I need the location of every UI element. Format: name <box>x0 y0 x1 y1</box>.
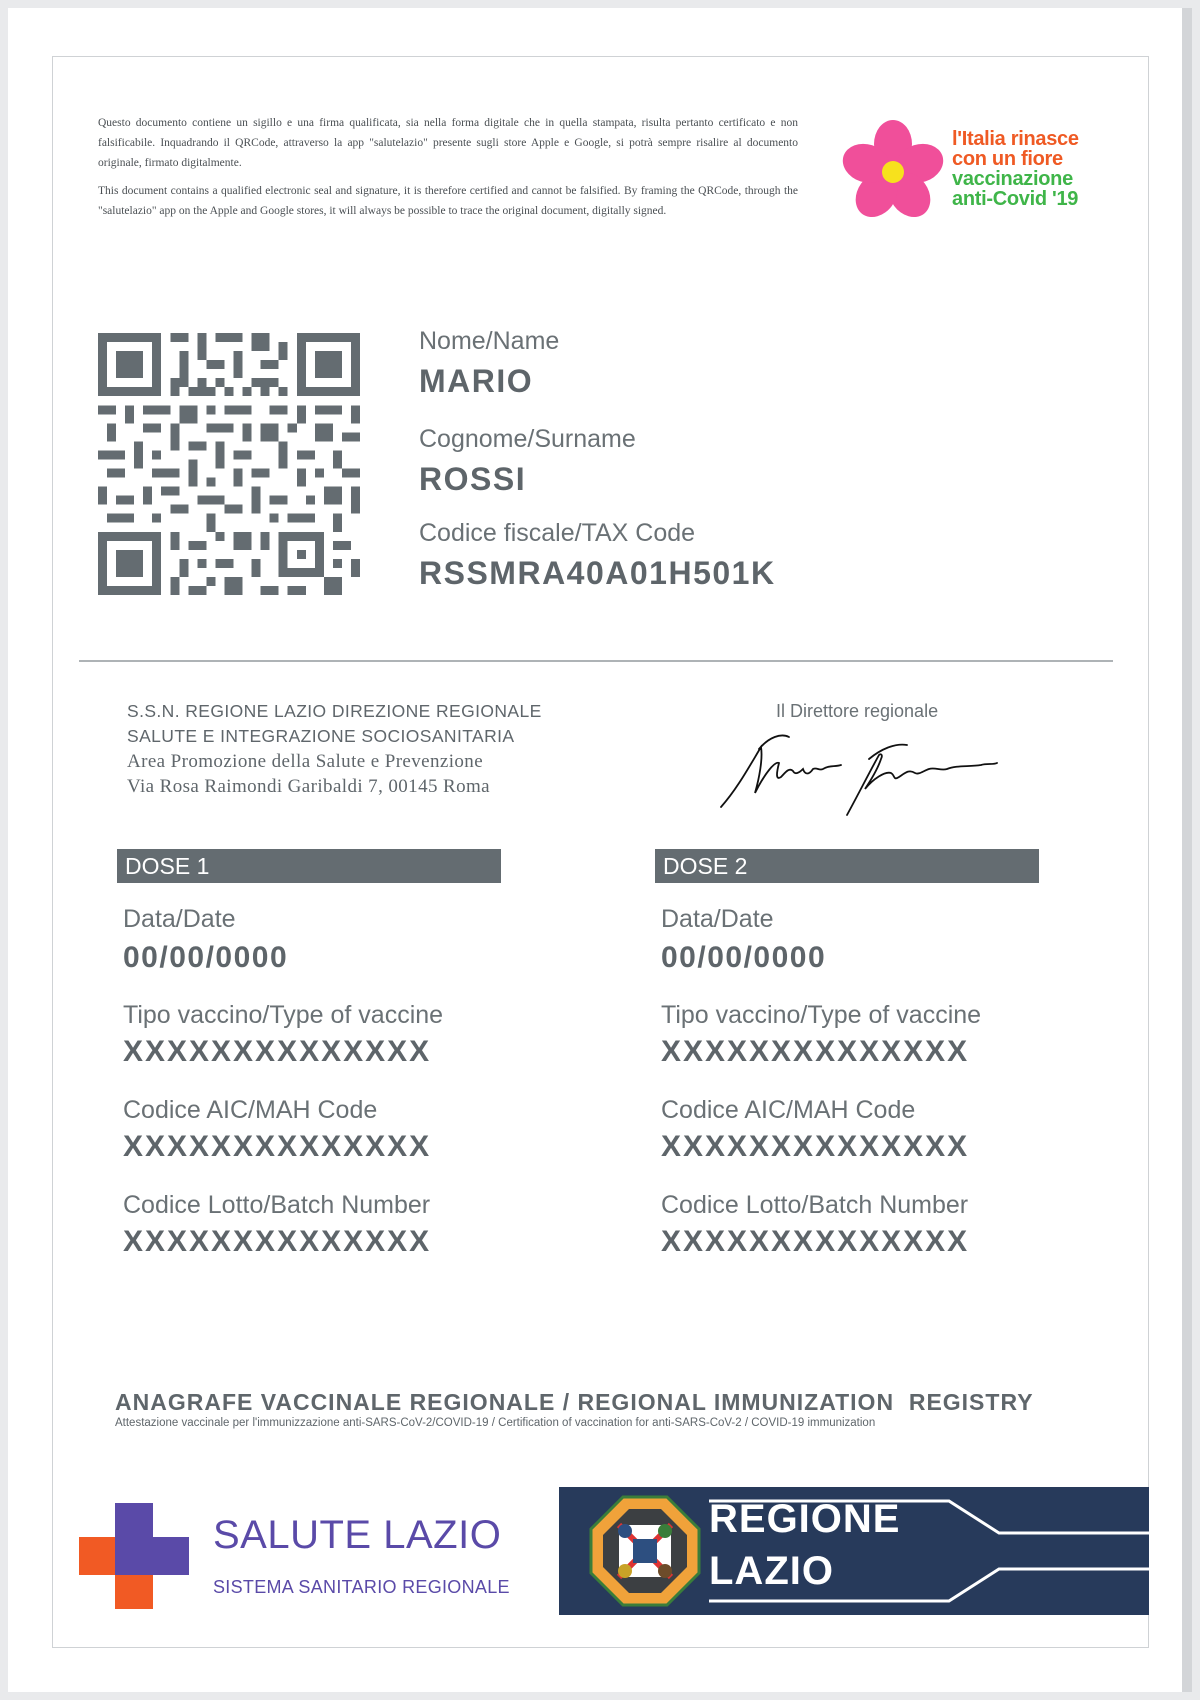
surname-label: Cognome/Surname <box>419 425 636 453</box>
regione-line-1: REGIONE <box>709 1497 901 1541</box>
dose-1-aic-value: XXXXXXXXXXXXXX <box>123 1130 432 1163</box>
qr-code-icon[interactable] <box>98 333 360 595</box>
dose-1-type-value: XXXXXXXXXXXXXX <box>123 1035 432 1068</box>
regione-line-2: LAZIO <box>709 1549 834 1593</box>
dose-2-date-label: Data/Date <box>661 905 774 933</box>
dose-2-header: DOSE 2 <box>655 849 1039 883</box>
campaign-line-1: l'Italia rinasce <box>952 128 1079 150</box>
issuer-line-4: Via Rosa Raimondi Garibaldi 7, 00145 Roma <box>127 776 491 797</box>
campaign-line-2: con un fiore <box>952 148 1063 170</box>
campaign-line-4: anti-Covid '19 <box>952 188 1079 210</box>
salute-lazio-subtitle: SISTEMA SANITARIO REGIONALE <box>213 1577 510 1597</box>
certificate-page <box>8 8 1192 1692</box>
certificate-sheet <box>52 56 1149 1648</box>
dose-1-type-label: Tipo vaccino/Type of vaccine <box>123 1001 444 1029</box>
dose-1-header: DOSE 1 <box>117 849 501 883</box>
issuer-block <box>127 699 542 799</box>
dose-2-batch-value: XXXXXXXXXXXXXX <box>661 1225 970 1258</box>
issuer-line-2: SALUTE E INTEGRAZIONE SOCIOSANITARIA <box>127 726 515 746</box>
signature-image <box>719 729 1009 819</box>
regione-emblem-icon <box>589 1495 701 1607</box>
registry-subtitle: Attestazione vaccinale per l'immunizzazione anti-SARS-CoV-2/COVID-19 / Certification of vaccination for anti-SARS-CoV-2 / COVID-19 immunization <box>115 1417 876 1429</box>
dose-2-aic-label: Codice AIC/MAH Code <box>661 1096 916 1124</box>
name-label: Nome/Name <box>419 327 560 355</box>
dose-1-date-value: 00/00/0000 <box>123 941 289 974</box>
salute-lazio-title: SALUTE LAZIO <box>213 1513 502 1557</box>
tax-code-value: RSSMRA40A01H501K <box>419 555 776 591</box>
dose-1-batch-value: XXXXXXXXXXXXXX <box>123 1225 432 1258</box>
dose-2-type-label: Tipo vaccino/Type of vaccine <box>661 1001 982 1029</box>
notice-italian: Questo documento contiene un sigillo e una firma qualificata, sia nella forma digitale che in quella stampata, risulta pertanto certificato e non falsificabile. Inquadrando il QRCode, attraverso la app "salutelazio" presente sugli store Apple e Google, si potrà sempre risalire al documento originale, firmato digitalmente. <box>98 117 798 169</box>
name-value: MARIO <box>419 363 534 399</box>
health-cross-icon <box>79 1503 189 1609</box>
regione-lazio-banner <box>559 1487 1149 1615</box>
surname-value: ROSSI <box>419 461 527 497</box>
notice-block <box>98 113 798 221</box>
notice-english: This document contains a qualified electronic seal and signature, it is therefore certified and cannot be falsified. By framing the QRCode, through the "salutelazio" app on the Apple and Google stores, it will always be possible to trace the original document, digitally signed. <box>98 185 798 217</box>
divider <box>79 660 1113 662</box>
dose-2-date-value: 00/00/0000 <box>661 941 827 974</box>
signature-caption: Il Direttore regionale <box>776 701 939 721</box>
dose-1-batch-label: Codice Lotto/Batch Number <box>123 1191 431 1219</box>
dose-1-date-label: Data/Date <box>123 905 236 933</box>
issuer-line-1: S.S.N. REGIONE LAZIO DIREZIONE REGIONALE <box>127 701 542 721</box>
campaign-line-3: vaccinazione <box>952 168 1073 190</box>
dose-2-aic-value: XXXXXXXXXXXXXX <box>661 1130 970 1163</box>
issuer-line-3: Area Promozione della Salute e Prevenzione <box>127 751 484 772</box>
flower-icon <box>838 117 948 227</box>
dose-2-type-value: XXXXXXXXXXXXXX <box>661 1035 970 1068</box>
campaign-logo <box>838 117 1148 227</box>
dose-2-batch-label: Codice Lotto/Batch Number <box>661 1191 969 1219</box>
dose-1-aic-label: Codice AIC/MAH Code <box>123 1096 378 1124</box>
salute-lazio-logo <box>53 1487 573 1597</box>
registry-title: ANAGRAFE VACCINALE REGIONALE / REGIONAL IMMUNIZATION REGISTRY <box>115 1389 1034 1415</box>
tax-code-label: Codice fiscale/TAX Code <box>419 519 696 547</box>
